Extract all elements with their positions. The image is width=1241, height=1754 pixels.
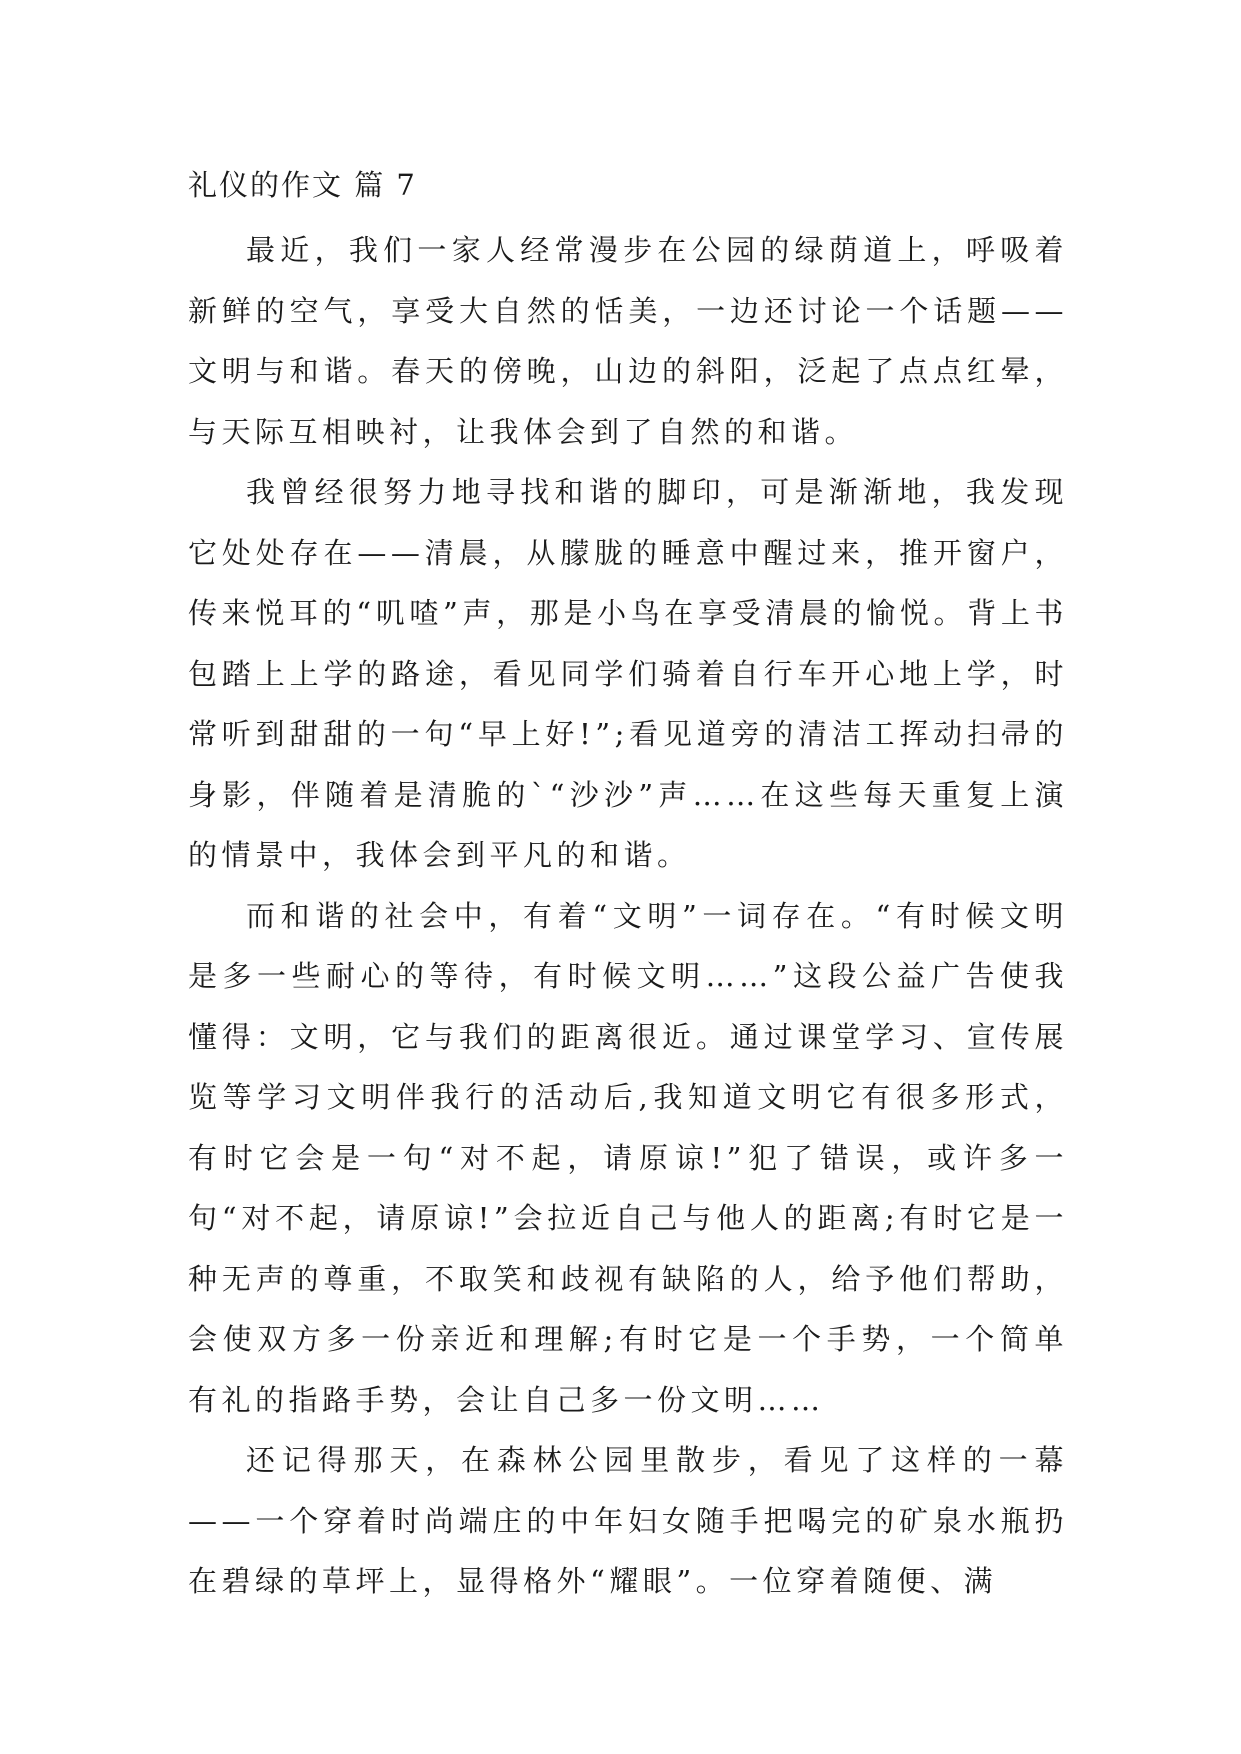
document-body <box>188 158 1068 1612</box>
paragraph-1: 最近，我们一家人经常漫步在公园的绿荫道上，呼吸着新鲜的空气，享受大自然的恬美，一边还讨论一个话题——文明与和谐。春天的傍晚，山边的斜阳，泛起了点点红晕，与天际互相映衬，让我体会到了自然的和谐。 <box>188 233 1068 449</box>
paragraph-4: 还记得那天，在森林公园里散步，看见了这样的一幕——一个穿着时尚端庄的中年妇女随手把喝完的矿泉水瓶扔在碧绿的草坪上，显得格外“耀眼”。一位穿着随便、满 <box>188 1443 1068 1598</box>
essay-title: 礼仪的作文 篇 7 <box>188 168 417 202</box>
paragraph-3: 而和谐的社会中，有着“文明”一词存在。“有时候文明是多一些耐心的等待，有时候文明……”这段公益广告使我懂得：文明，它与我们的距离很近。通过课堂学习、宣传展览等学习文明伴我行的活动后,我知道文明它有很多形式，有时它会是一句“对不起，请原谅!”犯了错误，或许多一句“对不起，请原谅!”会拉近自己与他人的距离;有时它是一种无声的尊重，不取笑和歧视有缺陷的人，给予他们帮助，会使双方多一份亲近和理解;有时它是一个手势，一个简单有礼的指路手势，会让自己多一份文明…… <box>188 898 1068 1417</box>
paragraph-2: 我曾经很努力地寻找和谐的脚印，可是渐渐地，我发现它处处存在——清晨，从朦胧的睡意中醒过来，推开窗户，传来悦耳的“叽喳”声，那是小鸟在享受清晨的愉悦。背上书包踏上上学的路途，看见同学们骑着自行车开心地上学，时常听到甜甜的一句“早上好!”;看见道旁的清洁工挥动扫帚的身影，伴随着是清脆的`“沙沙”声……在这些每天重复上演的情景中，我体会到平凡的和谐。 <box>188 475 1068 872</box>
